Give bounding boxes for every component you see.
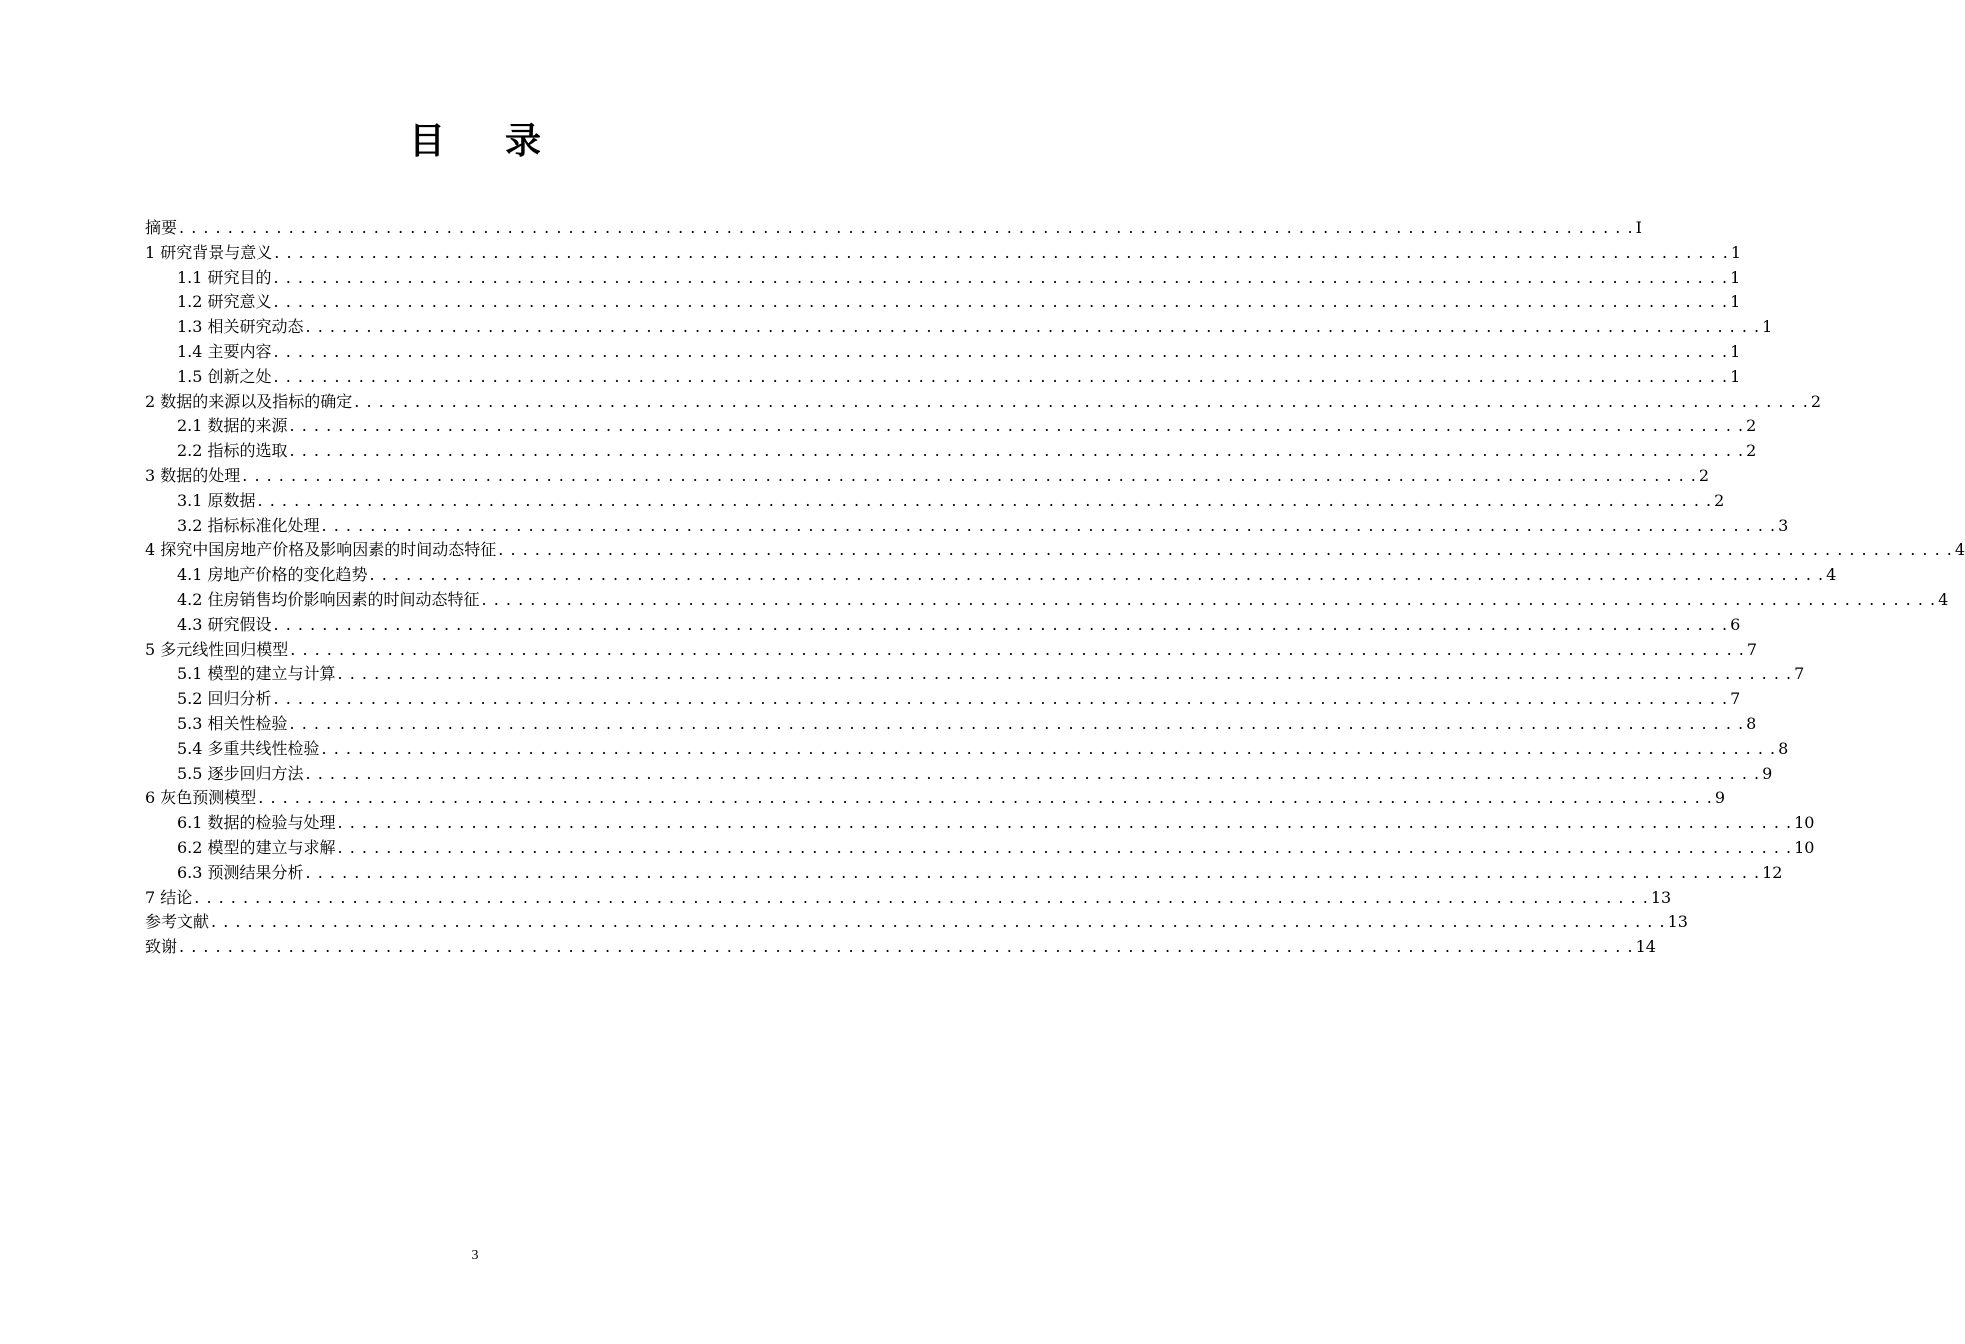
toc-entry-page: 8	[1778, 738, 1789, 758]
toc-entry-label: 5.1 模型的建立与计算	[177, 664, 336, 684]
toc-entry-page: 14	[1635, 937, 1656, 957]
toc-entry-label: 参考文献	[145, 912, 210, 932]
toc-entry[interactable]	[145, 935, 1656, 960]
toc-dot-leader: . . . . . . . . . . . . . . . . . . . . . . . . . . . . . . . . . . . . . . . . . . . . . . . . . . . . . . . . . . . . . . . . . . . . . . . . . . . . . . . . . . . . . . . . . . . . . . . . . . . . . . . . . . . . . . . . . . . . . . . .	[369, 565, 1825, 585]
toc-dot-leader: . . . . . . . . . . . . . . . . . . . . . . . . . . . . . . . . . . . . . . . . . . . . . . . . . . . . . . . . . . . . . . . . . . . . . . . . . . . . . . . . . . . . . . . . . . . . . . . . . . . . . . . . . . . . . . . . . . . . . . . .	[337, 837, 1793, 857]
toc-entry[interactable]	[145, 563, 1837, 588]
toc-entry-label: 4.2 住房销售均价影响因素的时间动态特征	[177, 589, 480, 609]
toc-dot-leader: . . . . . . . . . . . . . . . . . . . . . . . . . . . . . . . . . . . . . . . . . . . . . . . . . . . . . . . . . . . . . . . . . . . . . . . . . . . . . . . . . . . . . . . . . . . . . . . . . . . . . . . . . . . . . . . . . . . . . . . .	[305, 317, 1761, 337]
toc-entry-page: 13	[1650, 887, 1672, 907]
toc-entry-label: 4.3 研究假设	[177, 614, 272, 634]
toc-dot-leader: . . . . . . . . . . . . . . . . . . . . . . . . . . . . . . . . . . . . . . . . . . . . . . . . . . . . . . . . . . . . . . . . . . . . . . . . . . . . . . . . . . . . . . . . . . . . . . . . . . . . . . . . . . . . . . . . . . . . . . . .	[273, 292, 1729, 312]
toc-entry[interactable]	[145, 514, 1789, 539]
toc-entry-label: 4 探究中国房地产价格及影响因素的时间动态特征	[145, 540, 497, 560]
toc-entry-page: 9	[1762, 763, 1773, 783]
toc-dot-leader: . . . . . . . . . . . . . . . . . . . . . . . . . . . . . . . . . . . . . . . . . . . . . . . . . . . . . . . . . . . . . . . . . . . . . . . . . . . . . . . . . . . . . . . . . . . . . . . . . . . . . . . . . . . . . . . . . . . . . . . .	[273, 341, 1729, 361]
toc-entry[interactable]	[145, 340, 1741, 365]
toc-entry[interactable]	[145, 613, 1741, 638]
toc-entry-page: 2	[1698, 465, 1710, 485]
toc-entry[interactable]	[145, 588, 1949, 613]
toc-dot-leader: . . . . . . . . . . . . . . . . . . . . . . . . . . . . . . . . . . . . . . . . . . . . . . . . . . . . . . . . . . . . . . . . . . . . . . . . . . . . . . . . . . . . . . . . . . . . . . . . . . . . . . . . . . . . . . . . . . . . . . . .	[258, 788, 1713, 808]
toc-dot-leader: . . . . . . . . . . . . . . . . . . . . . . . . . . . . . . . . . . . . . . . . . . . . . . . . . . . . . . . . . . . . . . . . . . . . . . . . . . . . . . . . . . . . . . . . . . . . . . . . . . . . . . . . . . . . . . . . . . . . . . . .	[289, 441, 1745, 461]
toc-entry-label: 4.1 房地产价格的变化趋势	[177, 565, 368, 585]
toc-entry[interactable]	[145, 315, 1773, 340]
toc-dot-leader: . . . . . . . . . . . . . . . . . . . . . . . . . . . . . . . . . . . . . . . . . . . . . . . . . . . . . . . . . . . . . . . . . . . . . . . . . . . . . . . . . . . . . . . . . . . . . . . . . . . . . . . . . . . . . . . . . . . . . . . .	[481, 589, 1937, 609]
toc-entry[interactable]	[145, 266, 1741, 291]
toc-entry-label: 2.2 指标的选取	[177, 441, 288, 461]
toc-dot-leader: . . . . . . . . . . . . . . . . . . . . . . . . . . . . . . . . . . . . . . . . . . . . . . . . . . . . . . . . . . . . . . . . . . . . . . . . . . . . . . . . . . . . . . . . . . . . . . . . . . . . . . . . . . . . . . . . . . . . . . . .	[194, 887, 1649, 907]
toc-dot-leader: . . . . . . . . . . . . . . . . . . . . . . . . . . . . . . . . . . . . . . . . . . . . . . . . . . . . . . . . . . . . . . . . . . . . . . . . . . . . . . . . . . . . . . . . . . . . . . . . . . . . . . . . . . . . . . . . . . . . . . . .	[274, 242, 1729, 262]
toc-dot-leader: . . . . . . . . . . . . . . . . . . . . . . . . . . . . . . . . . . . . . . . . . . . . . . . . . . . . . . . . . . . . . . . . . . . . . . . . . . . . . . . . . . . . . . . . . . . . . . . . . . . . . . . . . . . . . . . . . . . . . . . .	[321, 515, 1777, 535]
toc-dot-leader: . . . . . . . . . . . . . . . . . . . . . . . . . . . . . . . . . . . . . . . . . . . . . . . . . . . . . . . . . . . . . . . . . . . . . . . . . . . . . . . . . . . . . . . . . . . . . . . . . . . . . . . . . . . . . . . . . . . . . . . .	[179, 937, 1634, 957]
toc-entry[interactable]	[145, 365, 1741, 390]
toc-entry[interactable]	[145, 638, 1758, 663]
toc-dot-leader: . . . . . . . . . . . . . . . . . . . . . . . . . . . . . . . . . . . . . . . . . . . . . . . . . . . . . . . . . . . . . . . . . . . . . . . . . . . . . . . . . . . . . . . . . . . . . . . . . . . . . . . . . . . . . . . . . . . . . . . .	[289, 416, 1745, 436]
toc-entry[interactable]	[145, 538, 1965, 563]
toc-entry-page: 10	[1794, 813, 1815, 833]
toc-dot-leader: . . . . . . . . . . . . . . . . . . . . . . . . . . . . . . . . . . . . . . . . . . . . . . . . . . . . . . . . . . . . . . . . . . . . . . . . . . . . . . . . . . . . . . . . . . . . . . . . . . . . . . . . . . . . . . . . . . . . . . . .	[305, 862, 1761, 882]
toc-entry-label: 1.4 主要内容	[177, 341, 272, 361]
toc-entry[interactable]	[145, 489, 1725, 514]
toc-entry-label: 摘要	[145, 218, 178, 237]
toc-entry[interactable]	[145, 712, 1757, 737]
toc-entry[interactable]	[145, 910, 1688, 935]
toc-entry-page: 7	[1746, 639, 1758, 659]
toc-entry-page: 12	[1762, 862, 1783, 882]
toc-entry-page: 1	[1730, 267, 1741, 287]
toc-entry-label: 6 灰色预测模型	[145, 788, 257, 808]
toc-entry-page: 4	[1954, 540, 1965, 560]
toc-entry-label: 5.5 逐步回归方法	[177, 763, 304, 783]
toc-entry[interactable]	[145, 886, 1672, 911]
toc-entry-label: 5.2 回归分析	[177, 689, 272, 709]
toc-dot-leader: . . . . . . . . . . . . . . . . . . . . . . . . . . . . . . . . . . . . . . . . . . . . . . . . . . . . . . . . . . . . . . . . . . . . . . . . . . . . . . . . . . . . . . . . . . . . . . . . . . . . . . . . . . . . . . . . . . . . . . . .	[257, 490, 1713, 510]
toc-entry-label: 5.4 多重共线性检验	[177, 738, 320, 758]
toc-entry[interactable]	[145, 216, 1642, 241]
toc-entry-label: 2 数据的来源以及指标的确定	[145, 391, 353, 411]
toc-entry-label: 7 结论	[145, 887, 193, 907]
toc-dot-leader: . . . . . . . . . . . . . . . . . . . . . . . . . . . . . . . . . . . . . . . . . . . . . . . . . . . . . . . . . . . . . . . . . . . . . . . . . . . . . . . . . . . . . . . . . . . . . . . . . . . . . . . . . . . . . . . . . . . . . . . .	[211, 912, 1666, 932]
toc-entry[interactable]	[145, 737, 1789, 762]
toc-entry[interactable]	[145, 861, 1783, 886]
toc-entry-page: 1	[1762, 317, 1773, 337]
toc-entry-page: 9	[1714, 788, 1726, 808]
toc-dot-leader: . . . . . . . . . . . . . . . . . . . . . . . . . . . . . . . . . . . . . . . . . . . . . . . . . . . . . . . . . . . . . . . . . . . . . . . . . . . . . . . . . . . . . . . . . . . . . . . . . . . . . . . . . . . . . . . . . . . . . . . .	[273, 689, 1729, 709]
toc-entry[interactable]	[145, 786, 1726, 811]
toc-entry-page: I	[1635, 218, 1642, 237]
toc-entry[interactable]	[145, 414, 1757, 439]
toc-dot-leader: . . . . . . . . . . . . . . . . . . . . . . . . . . . . . . . . . . . . . . . . . . . . . . . . . . . . . . . . . . . . . . . . . . . . . . . . . . . . . . . . . . . . . . . . . . . . . . . . . . . . . . . . . . . . . . . . . . . . . . . .	[273, 267, 1729, 287]
toc-entry[interactable]	[145, 464, 1710, 489]
toc-entry-page: 2	[1746, 416, 1757, 436]
toc-entry-page: 4	[1938, 589, 1949, 609]
page-title: 目录	[408, 121, 601, 162]
toc-entry-label: 致谢	[145, 937, 178, 957]
toc-entry-label: 2.1 数据的来源	[177, 416, 288, 436]
toc-entry-page: 1	[1730, 366, 1741, 386]
table-of-contents	[145, 216, 1965, 960]
toc-entry-page: 2	[1810, 391, 1822, 411]
toc-dot-leader: . . . . . . . . . . . . . . . . . . . . . . . . . . . . . . . . . . . . . . . . . . . . . . . . . . . . . . . . . . . . . . . . . . . . . . . . . . . . . . . . . . . . . . . . . . . . . . . . . . . . . . . . . . . . . . . . . . . . . . . .	[273, 366, 1729, 386]
toc-entry-label: 3.1 原数据	[177, 490, 256, 510]
toc-entry-page: 2	[1746, 441, 1757, 461]
toc-entry[interactable]	[145, 241, 1742, 266]
toc-entry[interactable]	[145, 762, 1773, 787]
toc-dot-leader: . . . . . . . . . . . . . . . . . . . . . . . . . . . . . . . . . . . . . . . . . . . . . . . . . . . . . . . . . . . . . . . . . . . . . . . . . . . . . . . . . . . . . . . . . . . . . . . . . . . . . . . . . . . . . . . . . . . . . . . .	[498, 540, 1953, 560]
toc-entry-label: 5 多元线性回归模型	[145, 639, 289, 659]
toc-entry[interactable]	[145, 836, 1815, 861]
toc-entry-page: 4	[1826, 565, 1837, 585]
toc-entry-page: 13	[1667, 912, 1688, 932]
toc-entry-page: 8	[1746, 713, 1757, 733]
toc-entry-label: 1.5 创新之处	[177, 366, 272, 386]
toc-dot-leader: . . . . . . . . . . . . . . . . . . . . . . . . . . . . . . . . . . . . . . . . . . . . . . . . . . . . . . . . . . . . . . . . . . . . . . . . . . . . . . . . . . . . . . . . . . . . . . . . . . . . . . . . . . . . . . . . . . . . . . . .	[354, 391, 1809, 411]
toc-entry-page: 2	[1714, 490, 1725, 510]
toc-entry-label: 1 研究背景与意义	[145, 242, 273, 262]
toc-entry-label: 1.2 研究意义	[177, 292, 272, 312]
toc-entry-label: 1.3 相关研究动态	[177, 317, 304, 337]
toc-entry-page: 3	[1778, 515, 1789, 535]
toc-entry-label: 3.2 指标标准化处理	[177, 515, 320, 535]
toc-entry-page: 7	[1730, 689, 1741, 709]
toc-entry[interactable]	[145, 290, 1741, 315]
toc-entry-page: 7	[1794, 664, 1805, 684]
toc-entry-page: 10	[1794, 837, 1815, 857]
toc-entry-label: 3 数据的处理	[145, 465, 241, 485]
toc-dot-leader: . . . . . . . . . . . . . . . . . . . . . . . . . . . . . . . . . . . . . . . . . . . . . . . . . . . . . . . . . . . . . . . . . . . . . . . . . . . . . . . . . . . . . . . . . . . . . . . . . . . . . . . . . . . . . . . . . . . . . . . .	[273, 614, 1729, 634]
toc-dot-leader: . . . . . . . . . . . . . . . . . . . . . . . . . . . . . . . . . . . . . . . . . . . . . . . . . . . . . . . . . . . . . . . . . . . . . . . . . . . . . . . . . . . . . . . . . . . . . . . . . . . . . . . . . . . . . . . . . . . . . . . .	[290, 639, 1745, 659]
toc-dot-leader: . . . . . . . . . . . . . . . . . . . . . . . . . . . . . . . . . . . . . . . . . . . . . . . . . . . . . . . . . . . . . . . . . . . . . . . . . . . . . . . . . . . . . . . . . . . . . . . . . . . . . . . . . . . . . . . . . . . . . . . .	[321, 738, 1777, 758]
toc-dot-leader: . . . . . . . . . . . . . . . . . . . . . . . . . . . . . . . . . . . . . . . . . . . . . . . . . . . . . . . . . . . . . . . . . . . . . . . . . . . . . . . . . . . . . . . . . . . . . . . . . . . . . . . . . . . . . . . . . . . . . . . .	[242, 465, 1697, 485]
toc-entry[interactable]	[145, 390, 1822, 415]
toc-entry-page: 1	[1730, 242, 1742, 262]
toc-entry-page: 1	[1730, 292, 1741, 312]
toc-entry-label: 5.3 相关性检验	[177, 713, 288, 733]
toc-entry-label: 6.3 预测结果分析	[177, 862, 304, 882]
toc-entry-label: 1.1 研究目的	[177, 267, 272, 287]
toc-dot-leader: . . . . . . . . . . . . . . . . . . . . . . . . . . . . . . . . . . . . . . . . . . . . . . . . . . . . . . . . . . . . . . . . . . . . . . . . . . . . . . . . . . . . . . . . . . . . . . . . . . . . . . . . . . . . . . . . . . . . . . . .	[337, 664, 1793, 684]
page-number: 3	[471, 1248, 479, 1263]
toc-entry[interactable]	[145, 439, 1757, 464]
toc-entry-label: 6.2 模型的建立与求解	[177, 837, 336, 857]
toc-entry[interactable]	[145, 687, 1741, 712]
toc-entry-page: 6	[1730, 614, 1741, 634]
toc-entry[interactable]	[145, 662, 1805, 687]
toc-dot-leader: . . . . . . . . . . . . . . . . . . . . . . . . . . . . . . . . . . . . . . . . . . . . . . . . . . . . . . . . . . . . . . . . . . . . . . . . . . . . . . . . . . . . . . . . . . . . . . . . . . . . . . . . . . . . . . . . . . . . . . . .	[179, 218, 1634, 237]
toc-entry-label: 6.1 数据的检验与处理	[177, 813, 336, 833]
toc-dot-leader: . . . . . . . . . . . . . . . . . . . . . . . . . . . . . . . . . . . . . . . . . . . . . . . . . . . . . . . . . . . . . . . . . . . . . . . . . . . . . . . . . . . . . . . . . . . . . . . . . . . . . . . . . . . . . . . . . . . . . . . .	[337, 813, 1793, 833]
toc-entry-page: 1	[1730, 341, 1741, 361]
toc-entry[interactable]	[145, 811, 1815, 836]
toc-dot-leader: . . . . . . . . . . . . . . . . . . . . . . . . . . . . . . . . . . . . . . . . . . . . . . . . . . . . . . . . . . . . . . . . . . . . . . . . . . . . . . . . . . . . . . . . . . . . . . . . . . . . . . . . . . . . . . . . . . . . . . . .	[289, 713, 1745, 733]
toc-dot-leader: . . . . . . . . . . . . . . . . . . . . . . . . . . . . . . . . . . . . . . . . . . . . . . . . . . . . . . . . . . . . . . . . . . . . . . . . . . . . . . . . . . . . . . . . . . . . . . . . . . . . . . . . . . . . . . . . . . . . . . . .	[305, 763, 1761, 783]
